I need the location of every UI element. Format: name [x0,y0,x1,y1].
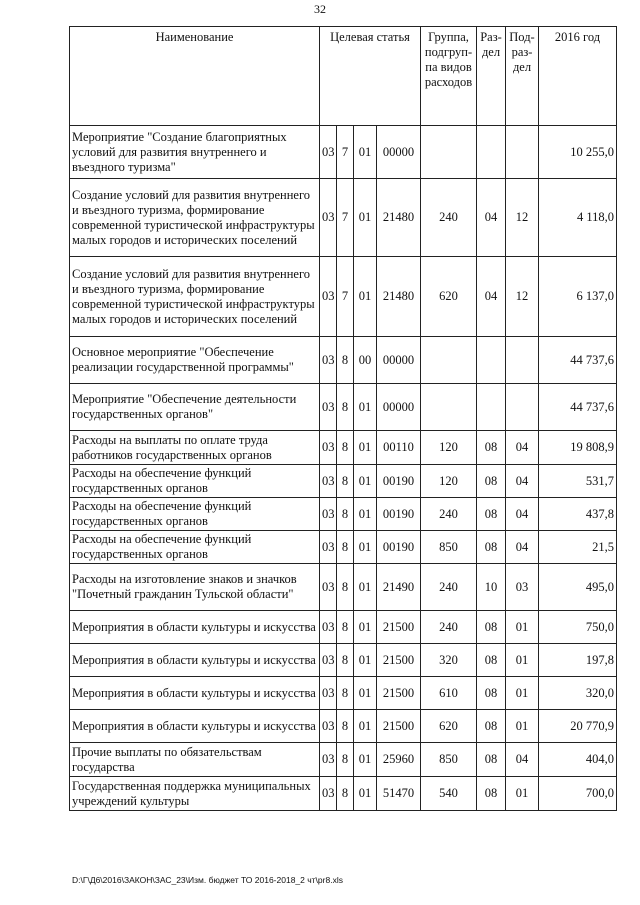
row-name: Расходы на обеспечение функций государственных органов [70,465,320,498]
target-code-program: 03 [320,611,337,644]
row-name: Мероприятие "Обеспечение деятельности государственных органов" [70,384,320,431]
section-code: 08 [477,611,506,644]
section-code: 10 [477,564,506,611]
target-code-direction: 00000 [377,337,421,384]
target-code-activity: 01 [354,564,377,611]
target-code-direction: 21500 [377,644,421,677]
table-header-row [70,27,617,126]
target-code-subprogram: 7 [337,257,354,337]
row-name: Создание условий для развития внутреннего и въездного туризма, формирование современной туристической инфраструктуры малых городов и исторических поселений [70,257,320,337]
target-code-activity: 01 [354,677,377,710]
amount-2016: 4 118,0 [539,179,617,257]
table-row [70,710,617,743]
row-name: Мероприятия в области культуры и искусства [70,644,320,677]
header-section: Раз-дел [477,27,506,126]
target-code-activity: 01 [354,431,377,465]
target-code-activity: 01 [354,179,377,257]
expense-group [421,126,477,179]
subsection-code [506,384,539,431]
row-name: Расходы на изготовление знаков и значков "Почетный гражданин Тульской области" [70,564,320,611]
target-code-subprogram: 8 [337,564,354,611]
subsection-code: 04 [506,531,539,564]
amount-2016: 404,0 [539,743,617,777]
target-code-subprogram: 8 [337,384,354,431]
target-code-direction: 25960 [377,743,421,777]
section-code [477,384,506,431]
target-code-subprogram: 8 [337,777,354,811]
expense-group [421,337,477,384]
section-code: 08 [477,431,506,465]
target-code-direction: 00190 [377,531,421,564]
target-code-subprogram: 8 [337,531,354,564]
expense-group: 620 [421,257,477,337]
target-code-program: 03 [320,431,337,465]
subsection-code: 04 [506,431,539,465]
expense-group: 240 [421,498,477,531]
section-code: 08 [477,465,506,498]
subsection-code: 12 [506,179,539,257]
subsection-code: 04 [506,498,539,531]
header-name: Наименование [70,27,320,126]
section-code: 08 [477,777,506,811]
header-subsection: Под-раз-дел [506,27,539,126]
row-name: Расходы на обеспечение функций государственных органов [70,531,320,564]
row-name: Мероприятие "Создание благоприятных условий для развития внутреннего и въездного туризма" [70,126,320,179]
table-row [70,257,617,337]
expense-group: 850 [421,531,477,564]
amount-2016: 700,0 [539,777,617,811]
subsection-code [506,126,539,179]
target-code-program: 03 [320,337,337,384]
row-name: Мероприятия в области культуры и искусства [70,611,320,644]
target-code-program: 03 [320,257,337,337]
file-path-footer: D:\Г\Д6\2016\ЗАКОН\ЗАС_23\Изм. бюджет ТО 2016-2018_2 чт\pr8.xls [72,875,343,885]
subsection-code: 12 [506,257,539,337]
target-code-direction: 00110 [377,431,421,465]
target-code-subprogram: 8 [337,465,354,498]
target-code-direction: 21500 [377,710,421,743]
target-code-subprogram: 8 [337,337,354,384]
row-name: Мероприятия в области культуры и искусства [70,677,320,710]
target-code-direction: 00190 [377,498,421,531]
table-row [70,126,617,179]
expense-group: 240 [421,179,477,257]
budget-table [69,26,617,811]
target-code-direction: 21500 [377,611,421,644]
expense-group: 240 [421,611,477,644]
header-target-article: Целевая статья [320,27,421,126]
amount-2016: 495,0 [539,564,617,611]
target-code-program: 03 [320,384,337,431]
subsection-code [506,337,539,384]
target-code-direction: 21490 [377,564,421,611]
target-code-direction: 00190 [377,465,421,498]
amount-2016: 6 137,0 [539,257,617,337]
section-code: 08 [477,743,506,777]
table-row [70,644,617,677]
section-code: 04 [477,179,506,257]
expense-group: 850 [421,743,477,777]
amount-2016: 10 255,0 [539,126,617,179]
target-code-direction: 21480 [377,257,421,337]
table-row [70,337,617,384]
subsection-code: 04 [506,743,539,777]
subsection-code: 01 [506,644,539,677]
expense-group [421,384,477,431]
section-code [477,126,506,179]
table-row [70,431,617,465]
target-code-activity: 01 [354,257,377,337]
amount-2016: 320,0 [539,677,617,710]
table-row [70,743,617,777]
target-code-activity: 01 [354,465,377,498]
table-row [70,611,617,644]
header-year: 2016 год [539,27,617,126]
amount-2016: 20 770,9 [539,710,617,743]
target-code-subprogram: 8 [337,743,354,777]
expense-group: 320 [421,644,477,677]
target-code-activity: 01 [354,743,377,777]
expense-group: 540 [421,777,477,811]
expense-group: 120 [421,465,477,498]
subsection-code: 01 [506,611,539,644]
amount-2016: 19 808,9 [539,431,617,465]
table-row [70,384,617,431]
table-row [70,564,617,611]
target-code-activity: 01 [354,384,377,431]
target-code-activity: 01 [354,611,377,644]
target-code-program: 03 [320,465,337,498]
subsection-code: 03 [506,564,539,611]
target-code-subprogram: 7 [337,126,354,179]
target-code-direction: 21500 [377,677,421,710]
row-name: Государственная поддержка муниципальных учреждений культуры [70,777,320,811]
table-row [70,465,617,498]
target-code-direction: 51470 [377,777,421,811]
section-code: 04 [477,257,506,337]
subsection-code: 01 [506,710,539,743]
subsection-code: 01 [506,677,539,710]
section-code: 08 [477,677,506,710]
table-row [70,498,617,531]
target-code-program: 03 [320,126,337,179]
target-code-direction: 21480 [377,179,421,257]
table-row [70,531,617,564]
target-code-activity: 01 [354,777,377,811]
row-name: Основное мероприятие "Обеспечение реализации государственной программы" [70,337,320,384]
target-code-subprogram: 8 [337,710,354,743]
target-code-program: 03 [320,644,337,677]
table-row [70,677,617,710]
target-code-program: 03 [320,179,337,257]
row-name: Расходы на выплаты по оплате труда работников государственных органов [70,431,320,465]
target-code-direction: 00000 [377,384,421,431]
target-code-subprogram: 8 [337,644,354,677]
target-code-subprogram: 8 [337,498,354,531]
amount-2016: 750,0 [539,611,617,644]
table-row [70,777,617,811]
target-code-subprogram: 8 [337,677,354,710]
target-code-activity: 01 [354,644,377,677]
expense-group: 240 [421,564,477,611]
target-code-program: 03 [320,531,337,564]
target-code-subprogram: 8 [337,611,354,644]
target-code-subprogram: 8 [337,431,354,465]
amount-2016: 44 737,6 [539,337,617,384]
target-code-program: 03 [320,498,337,531]
target-code-activity: 01 [354,126,377,179]
amount-2016: 21,5 [539,531,617,564]
target-code-subprogram: 7 [337,179,354,257]
section-code: 08 [477,498,506,531]
target-code-activity: 01 [354,498,377,531]
amount-2016: 437,8 [539,498,617,531]
page-number: 32 [314,2,326,16]
target-code-activity: 01 [354,531,377,564]
amount-2016: 531,7 [539,465,617,498]
table-row [70,179,617,257]
amount-2016: 44 737,6 [539,384,617,431]
target-code-program: 03 [320,677,337,710]
target-code-activity: 01 [354,710,377,743]
row-name: Создание условий для развития внутреннего и въездного туризма, формирование современной туристической инфраструктуры малых городов и исторических поселений [70,179,320,257]
target-code-program: 03 [320,743,337,777]
header-expense-group: Группа, подгруп-па видов расходов [421,27,477,126]
section-code: 08 [477,710,506,743]
subsection-code: 04 [506,465,539,498]
subsection-code: 01 [506,777,539,811]
section-code: 08 [477,531,506,564]
expense-group: 610 [421,677,477,710]
expense-group: 620 [421,710,477,743]
target-code-program: 03 [320,710,337,743]
row-name: Прочие выплаты по обязательствам государства [70,743,320,777]
target-code-program: 03 [320,777,337,811]
target-code-program: 03 [320,564,337,611]
expense-group: 120 [421,431,477,465]
amount-2016: 197,8 [539,644,617,677]
row-name: Расходы на обеспечение функций государственных органов [70,498,320,531]
row-name: Мероприятия в области культуры и искусства [70,710,320,743]
section-code: 08 [477,644,506,677]
target-code-activity: 00 [354,337,377,384]
section-code [477,337,506,384]
target-code-direction: 00000 [377,126,421,179]
